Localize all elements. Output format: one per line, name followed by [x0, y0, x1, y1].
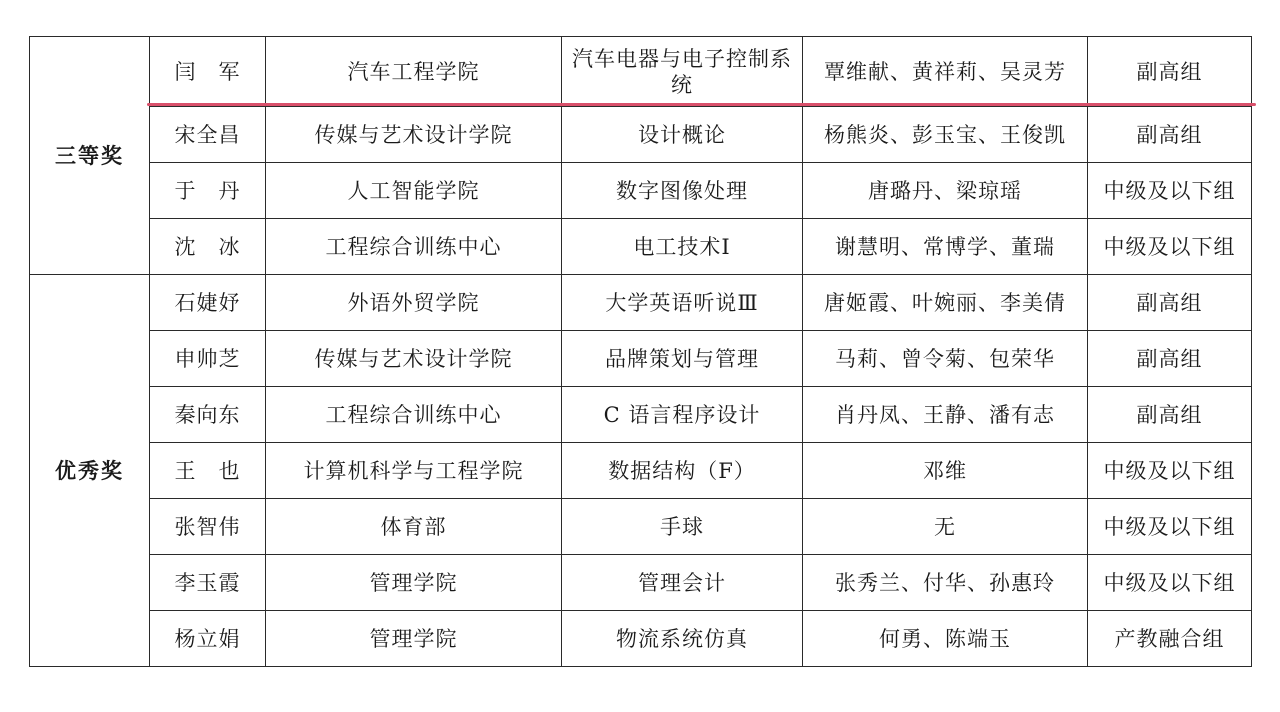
- course-cell: 品牌策划与管理: [562, 331, 803, 387]
- members-cell: 无: [803, 499, 1088, 555]
- members-cell: 张秀兰、付华、孙惠玲: [803, 555, 1088, 611]
- college-cell: 体育部: [266, 499, 562, 555]
- table-row: [30, 331, 1252, 387]
- table-row: [30, 107, 1252, 163]
- college-cell: 管理学院: [266, 611, 562, 667]
- college-cell: 人工智能学院: [266, 163, 562, 219]
- group-cell: 中级及以下组: [1088, 499, 1252, 555]
- group-cell: 中级及以下组: [1088, 219, 1252, 275]
- group-cell: 副高组: [1088, 387, 1252, 443]
- group-cell: 副高组: [1088, 37, 1252, 107]
- college-cell: 外语外贸学院: [266, 275, 562, 331]
- award-level-cell: 三等奖: [30, 37, 150, 275]
- course-cell: C 语言程序设计: [562, 387, 803, 443]
- group-cell: 中级及以下组: [1088, 555, 1252, 611]
- group-cell: 副高组: [1088, 275, 1252, 331]
- group-cell: 副高组: [1088, 331, 1252, 387]
- table-row: [30, 499, 1252, 555]
- members-cell: 肖丹凤、王静、潘有志: [803, 387, 1088, 443]
- college-cell: 汽车工程学院: [266, 37, 562, 107]
- members-cell: 邓维: [803, 443, 1088, 499]
- table-row: [30, 555, 1252, 611]
- name-cell: 秦向东: [150, 387, 266, 443]
- course-cell: 汽车电器与电子控制系统: [562, 37, 803, 107]
- table-row: [30, 275, 1252, 331]
- group-cell: 中级及以下组: [1088, 163, 1252, 219]
- award-level-cell: 优秀奖: [30, 275, 150, 667]
- table-row: [30, 163, 1252, 219]
- college-cell: 管理学院: [266, 555, 562, 611]
- members-cell: 唐姬霞、叶婉丽、李美倩: [803, 275, 1088, 331]
- name-cell: 沈 冰: [150, 219, 266, 275]
- table-row: [30, 37, 1252, 107]
- course-cell: 大学英语听说Ⅲ: [562, 275, 803, 331]
- course-cell: 物流系统仿真: [562, 611, 803, 667]
- table-row: [30, 219, 1252, 275]
- college-cell: 传媒与艺术设计学院: [266, 107, 562, 163]
- members-cell: 覃维献、黄祥莉、吴灵芳: [803, 37, 1088, 107]
- name-cell: 石婕妤: [150, 275, 266, 331]
- course-cell: 手球: [562, 499, 803, 555]
- course-cell: 设计概论: [562, 107, 803, 163]
- college-cell: 传媒与艺术设计学院: [266, 331, 562, 387]
- group-cell: 产教融合组: [1088, 611, 1252, 667]
- members-cell: 马莉、曾令菊、包荣华: [803, 331, 1088, 387]
- highlight-underline: [147, 103, 1256, 106]
- name-cell: 于 丹: [150, 163, 266, 219]
- name-cell: 申帅芝: [150, 331, 266, 387]
- college-cell: 工程综合训练中心: [266, 219, 562, 275]
- name-cell: 李玉霞: [150, 555, 266, 611]
- name-cell: 王 也: [150, 443, 266, 499]
- name-cell: 宋全昌: [150, 107, 266, 163]
- name-cell: 闫 军: [150, 37, 266, 107]
- group-cell: 中级及以下组: [1088, 443, 1252, 499]
- table-row: [30, 443, 1252, 499]
- name-cell: 张智伟: [150, 499, 266, 555]
- table-row: [30, 611, 1252, 667]
- table-row: [30, 387, 1252, 443]
- course-cell: 管理会计: [562, 555, 803, 611]
- members-cell: 杨熊炎、彭玉宝、王俊凯: [803, 107, 1088, 163]
- members-cell: 谢慧明、常博学、董瑞: [803, 219, 1088, 275]
- course-cell: 电工技术Ⅰ: [562, 219, 803, 275]
- group-cell: 副高组: [1088, 107, 1252, 163]
- college-cell: 计算机科学与工程学院: [266, 443, 562, 499]
- college-cell: 工程综合训练中心: [266, 387, 562, 443]
- members-cell: 何勇、陈端玉: [803, 611, 1088, 667]
- members-cell: 唐璐丹、梁琼瑶: [803, 163, 1088, 219]
- awards-table: [29, 36, 1252, 667]
- course-cell: 数字图像处理: [562, 163, 803, 219]
- name-cell: 杨立娟: [150, 611, 266, 667]
- course-cell: 数据结构（F）: [562, 443, 803, 499]
